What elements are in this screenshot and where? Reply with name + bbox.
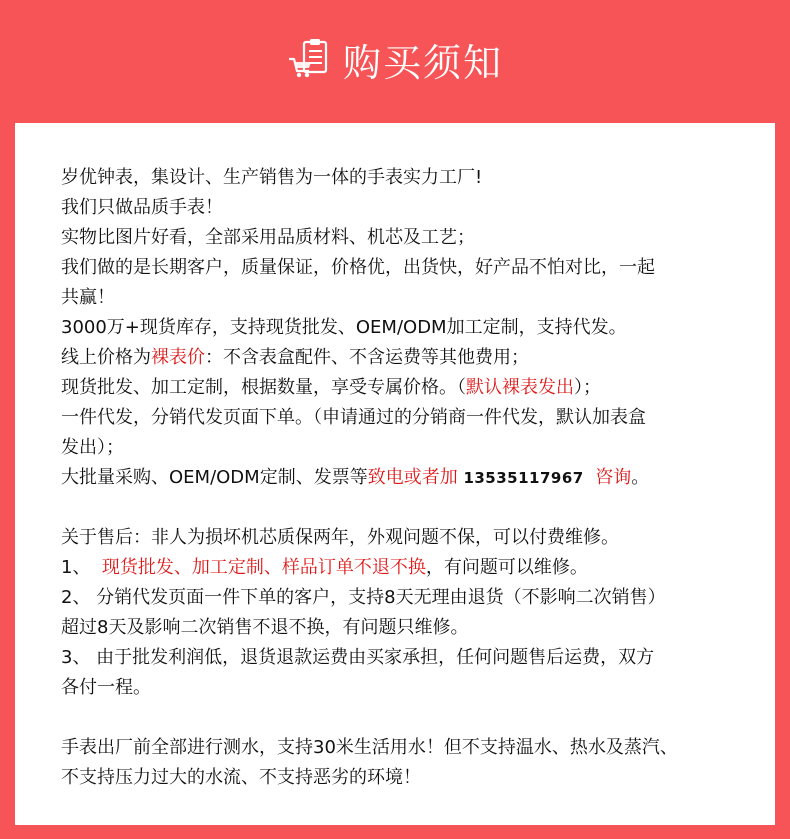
aftersales-line-3b: 超过8天及影响二次销售不退不换，有问题只维修。 bbox=[61, 617, 469, 638]
aftersales-line-3a: 2、 分销代发页面一件下单的客户，支持8天无理由退货（不影响二次销售） bbox=[61, 587, 666, 608]
wholesale-note-line bbox=[61, 373, 741, 403]
price-note-suffix: ：不含表盒配件、不含运费等其他费用； bbox=[205, 347, 529, 368]
contact-phone: 13535117967 bbox=[463, 469, 584, 487]
water-line-1: 手表出厂前全部进行测水，支持30米生活用水！但不支持温水、热水及蒸汽、 bbox=[61, 737, 678, 758]
water-line-2: 不支持压力过大的水流、不支持恶劣的环境！ bbox=[61, 767, 421, 788]
price-note-prefix: 线上价格为 bbox=[61, 347, 151, 368]
spacer bbox=[61, 703, 741, 733]
contact-suffix: 。 bbox=[631, 467, 650, 488]
price-note-line bbox=[61, 343, 741, 373]
aftersales-2-suffix: ，有问题可以维修。 bbox=[425, 557, 588, 578]
notice-content bbox=[61, 163, 741, 793]
aftersales-line-4a: 3、 由于批发利润低，退货退款运费由买家承担，任何问题售后运费，双方 bbox=[61, 647, 655, 668]
header-title-group bbox=[287, 32, 503, 87]
price-note-highlight: 裸表价 bbox=[151, 347, 205, 368]
spacer bbox=[61, 493, 741, 523]
intro-line-4b: 共赢！ bbox=[61, 287, 115, 308]
aftersales-line-1: 关于售后：非人为损坏机芯质保两年，外观问题不保，可以付费维修。 bbox=[61, 527, 619, 548]
wholesale-note-highlight: 默认裸表发出 bbox=[466, 377, 574, 398]
aftersales-2-highlight: 现货批发、加工定制、样品订单不退不换 bbox=[101, 557, 426, 578]
dropship-line-a: 一件代发，分销代发页面下单。（申请通过的分销商一件代发，默认加表盒 bbox=[61, 407, 646, 428]
intro-line-3: 实物比图片好看，全部采用品质材料、机芯及工艺； bbox=[61, 227, 475, 248]
aftersales-line-4b: 各付一程。 bbox=[61, 677, 151, 698]
aftersales-2-number: 1、 bbox=[61, 557, 91, 578]
intro-line-5: 3000万+现货库存，支持现货批发、OEM/ODM加工定制，支持代发。 bbox=[61, 317, 627, 338]
contact-highlight: 致电或者加 bbox=[367, 467, 458, 488]
wholesale-note-prefix: 现货批发、加工定制，根据数量，享受专属价格。（ bbox=[61, 377, 466, 398]
intro-line-1: 岁优钟表，集设计、生产销售为一体的手表实力工厂! bbox=[61, 167, 483, 188]
shopping-cart-clipboard-icon bbox=[287, 37, 331, 81]
header-banner bbox=[0, 0, 790, 122]
dropship-line-b: 发出）； bbox=[61, 437, 124, 458]
intro-line-2: 我们只做品质手表！ bbox=[61, 197, 223, 218]
aftersales-line-2 bbox=[61, 553, 741, 583]
contact-consult: 咨询 bbox=[595, 467, 632, 488]
page-title: 购买须知 bbox=[342, 40, 503, 85]
notice-card bbox=[15, 123, 775, 825]
contact-prefix: 大批量采购、OEM/ODM定制、发票等 bbox=[61, 467, 368, 488]
contact-line bbox=[61, 463, 741, 493]
intro-line-4a: 我们做的是长期客户，质量保证，价格优，出货快，好产品不怕对比，一起 bbox=[61, 257, 655, 278]
wholesale-note-suffix: ）； bbox=[574, 377, 601, 398]
